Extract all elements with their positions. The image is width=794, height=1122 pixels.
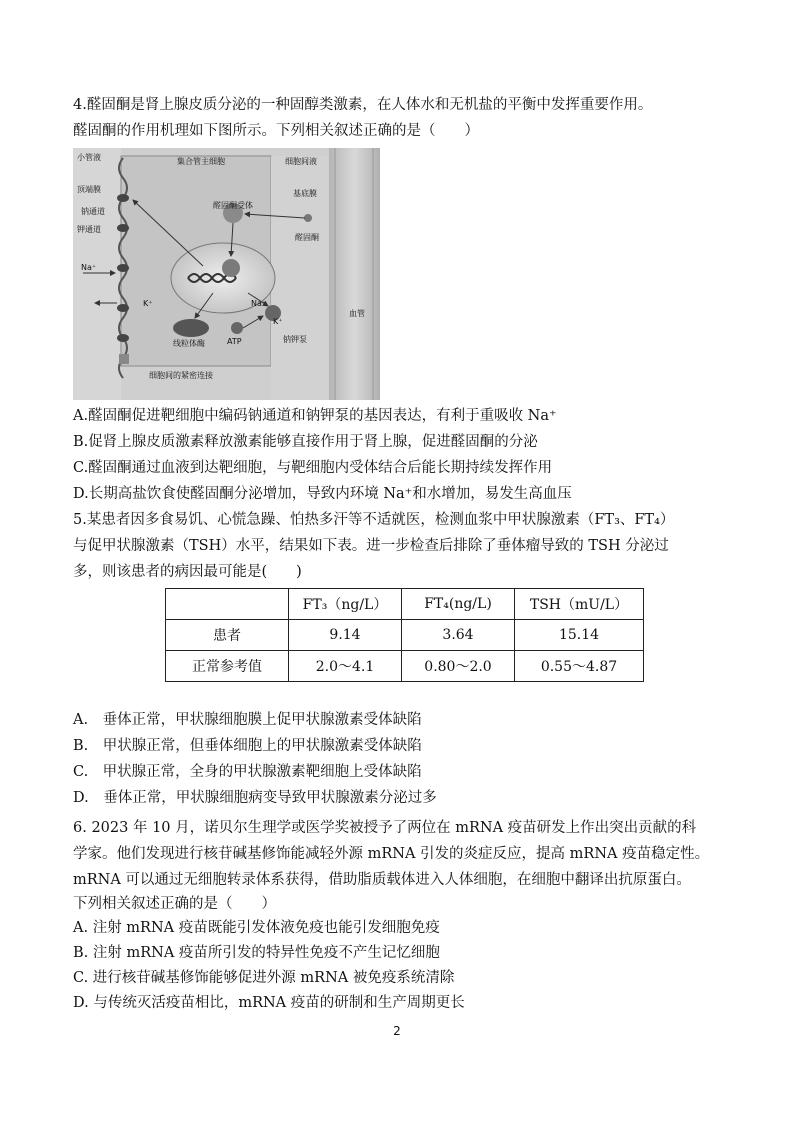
q5-stem-line1: 5.某患者因多食易饥、心慌急躁、怕热多汗等不适就医，检测血浆中甲状腺激素（FT₃、FT₄）	[73, 512, 675, 528]
q4-option-c: C.醛固酮通过血液到达靶细胞，与靶细胞内受体结合后能长期持续发挥作用	[73, 460, 553, 476]
q5-option-b: B. 甲状腺正常，但垂体细胞上的甲状腺激素受体缺陷	[73, 738, 422, 754]
q5-option-d: D. 垂体正常，甲状腺细胞病变导致甲状腺激素分泌过多	[73, 790, 437, 806]
table-header-row	[166, 589, 644, 620]
q5-option-c: C. 甲状腺正常，全身的甲状腺激素靶细胞上受体缺陷	[73, 764, 422, 780]
table-cell: 3.64	[402, 620, 515, 651]
table-cell: 0.80～2.0	[402, 651, 515, 682]
table-row	[166, 651, 644, 682]
q4-option-d: D.长期高盐饮食使醛固酮分泌增加，导致内环境 Na⁺和水增加，易发生高血压	[73, 486, 572, 502]
aldosterone-mechanism-figure	[73, 148, 380, 400]
page-number: 2	[393, 1024, 401, 1038]
fig-label-k-plus-left: K⁺	[143, 299, 153, 308]
table-header-cell	[166, 589, 289, 620]
table-cell: 患者	[166, 620, 289, 651]
fig-label-mitochondria: 线粒体酶	[173, 339, 205, 348]
table-row	[166, 620, 644, 651]
q5-stem-line2: 与促甲状腺激素（TSH）水平，结果如下表。进一步检查后排除了垂体瘤导致的 TSH 分泌过	[73, 538, 669, 554]
table-header-cell: TSH（mU/L）	[515, 589, 644, 620]
q4-stem-line2: 醛固酮的作用机理如下图所示。下列相关叙述正确的是（ ）	[73, 123, 479, 139]
fig-label-basal: 基底膜	[293, 189, 317, 198]
hormone-table	[165, 588, 644, 682]
q4-option-a: A.醛固酮促进靶细胞中编码钠通道和钠钾泵的基因表达，有利于重吸收 Na⁺	[73, 408, 557, 424]
q4-option-b: B.促肾上腺皮质激素释放激素能够直接作用于肾上腺，促进醛固酮的分泌	[73, 434, 538, 450]
fig-label-aldosterone: 醛固酮	[295, 233, 319, 242]
fig-label-tight-junction: 细胞间的紧密连接	[149, 371, 213, 380]
fig-label-collecting-cell: 集合管主细胞	[177, 157, 225, 166]
fig-label-k-channel: 钾通道	[77, 225, 101, 234]
fig-label-blood-vessel: 血管	[349, 309, 365, 318]
fig-label-na-plus: Na⁺	[81, 263, 97, 272]
table-cell: 15.14	[515, 620, 644, 651]
q6-option-c: C. 进行核苷碱基修饰能够促进外源 mRNA 被免疫系统清除	[73, 970, 455, 986]
fig-label-na-plus-pump: Na⁺	[251, 299, 267, 308]
q6-option-d: D. 与传统灭活疫苗相比，mRNA 疫苗的研制和生产周期更长	[73, 995, 465, 1011]
fig-label-na-channel: 钠通道	[81, 207, 105, 216]
fig-label-k-plus-pump: K⁺	[273, 317, 283, 326]
fig-label-receptor: 醛固酮受体	[213, 201, 253, 210]
fig-label-tubule-fluid: 小管液	[77, 153, 101, 162]
fig-label-na-k-pump: 钠钾泵	[283, 335, 307, 344]
table-cell: 0.55～4.87	[515, 651, 644, 682]
table-cell: 2.0～4.1	[289, 651, 402, 682]
q4-stem-line1: 4.醛固酮是肾上腺皮质分泌的一种固醇类激素，在人体水和无机盐的平衡中发挥重要作用。	[73, 97, 653, 113]
table-cell: 正常参考值	[166, 651, 289, 682]
q6-stem-line4: 下列相关叙述正确的是（ ）	[73, 896, 276, 912]
fig-label-interstitial: 细胞间液	[285, 157, 317, 166]
q5-option-a: A. 垂体正常，甲状腺细胞膜上促甲状腺激素受体缺陷	[73, 712, 422, 728]
q5-stem-line3: 多，则该患者的病因最可能是( )	[73, 564, 302, 580]
q6-stem-line1: 6. 2023 年 10 月，诺贝尔生理学或医学奖被授予了两位在 mRNA 疫苗研发上作出突出贡献的科	[73, 820, 697, 836]
q6-option-b: B. 注射 mRNA 疫苗所引发的特异性免疫不产生记忆细胞	[73, 945, 440, 961]
table-cell: 9.14	[289, 620, 402, 651]
q6-option-a: A. 注射 mRNA 疫苗既能引发体液免疫也能引发细胞免疫	[73, 920, 440, 936]
table-header-cell: FT₄(ng/L)	[402, 589, 515, 620]
table-header-cell: FT₃（ng/L）	[289, 589, 402, 620]
q6-stem-line3: mRNA 可以通过无细胞转录体系获得，借助脂质载体进入人体细胞，在细胞中翻译出抗原蛋白。	[73, 872, 691, 888]
fig-label-apical: 顶端膜	[77, 185, 101, 194]
q6-stem-line2: 学家。他们发现进行核苷碱基修饰能减轻外源 mRNA 引发的炎症反应，提高 mRNA 疫苗稳定性。	[73, 846, 710, 862]
fig-label-atp: ATP	[227, 337, 242, 346]
